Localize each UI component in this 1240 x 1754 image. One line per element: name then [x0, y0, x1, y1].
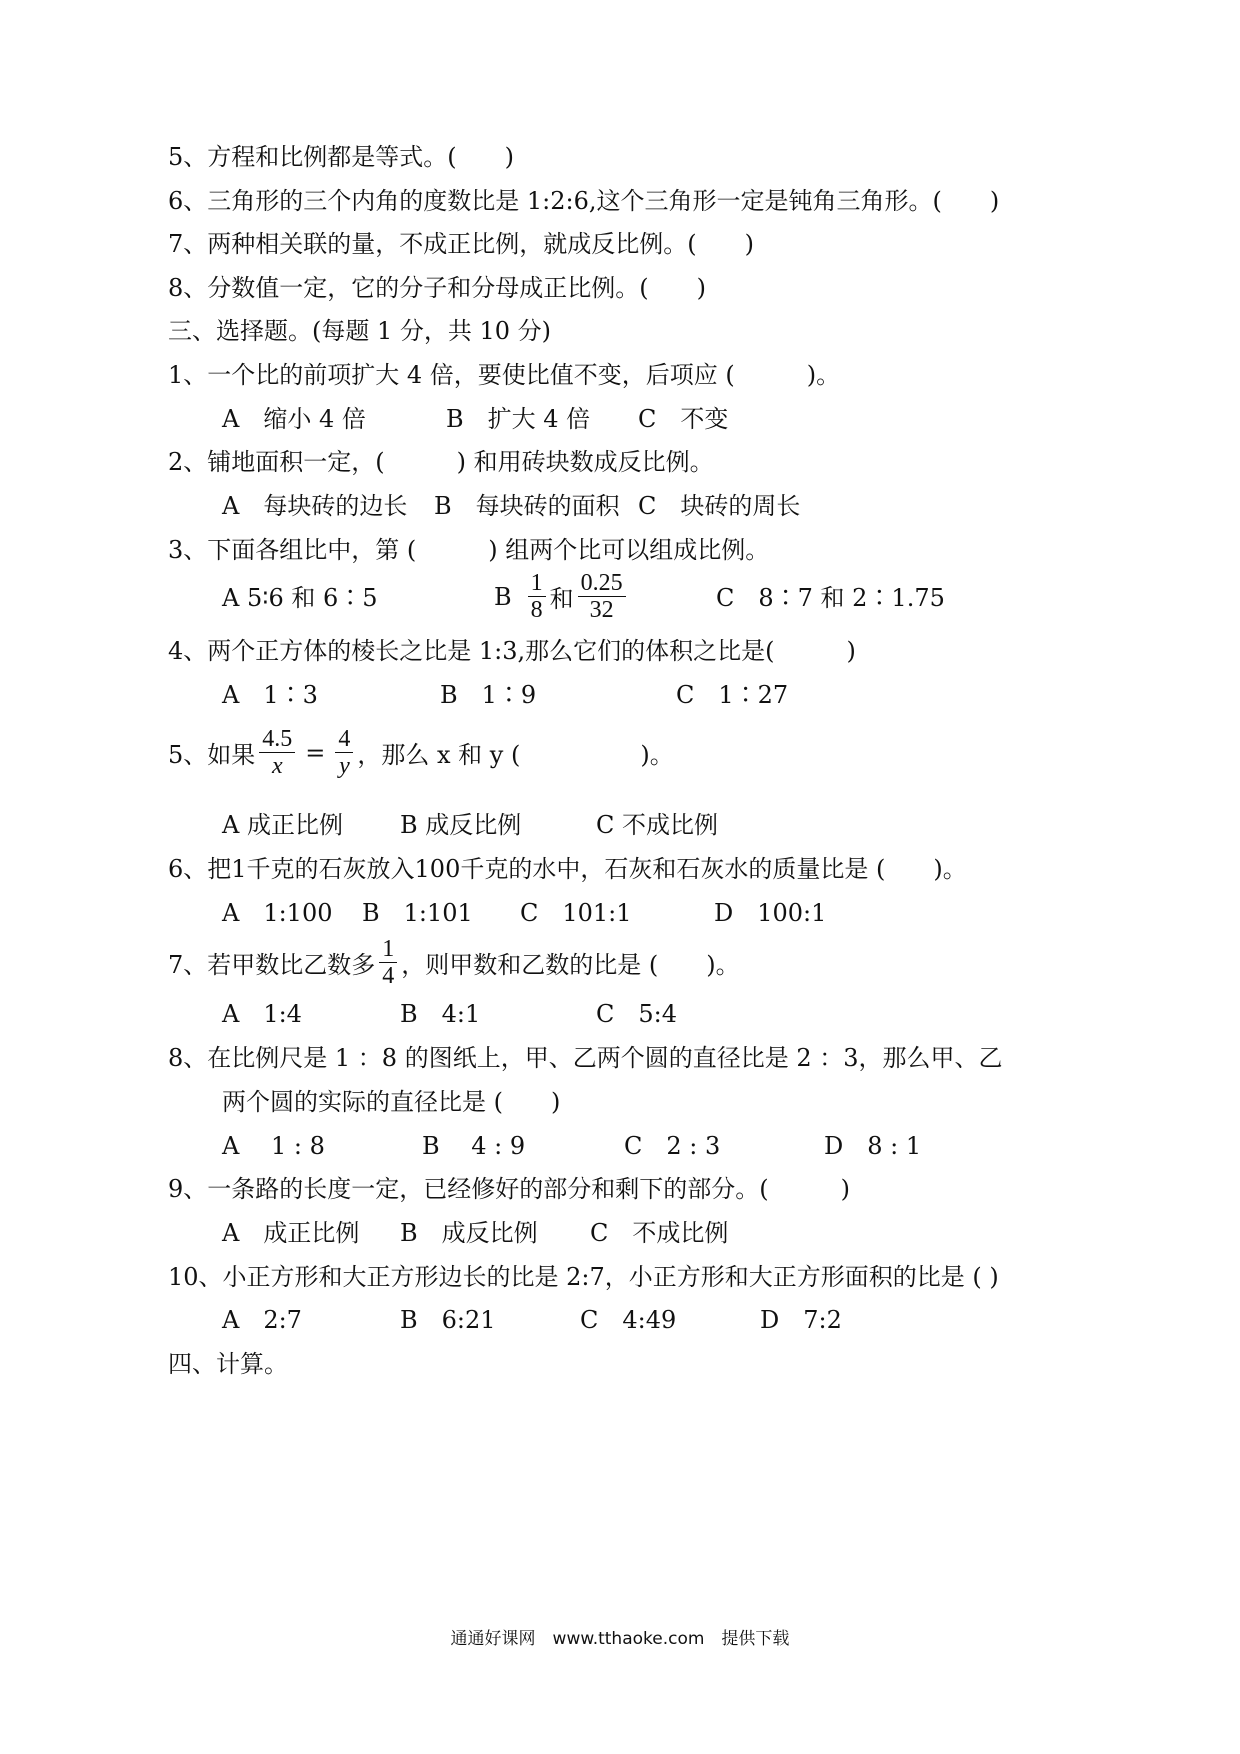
choice-q10-option-a: A 2:7	[222, 1306, 302, 1334]
choice-q7-option-c: C 5:4	[596, 1000, 677, 1028]
fraction-4-over-y	[335, 726, 353, 779]
choice-q10-option-c: C 4:49	[580, 1306, 677, 1334]
choice-q3-option-c: C 8∶7 和 2∶1.75	[716, 584, 945, 612]
fraction-one-eighth	[528, 570, 546, 623]
choice-q9: 9、一条路的长度一定，已经修好的部分和剩下的部分。( )	[168, 1175, 850, 1203]
choice-q10-option-d: D 7:2	[760, 1306, 842, 1334]
choice-q1: 1、一个比的前项扩大 4 倍，要使比值不变，后项应 ( )。	[168, 361, 841, 389]
choice-q7	[168, 936, 740, 989]
choice-q5-option-b: B 成反比例	[400, 811, 522, 839]
fraction-denominator: y	[339, 753, 350, 779]
choice-q3-option-a: A 5∶6 和 6∶5	[222, 584, 378, 612]
judge-q5: 5、方程和比例都是等式。( )	[168, 143, 514, 171]
q5-prefix: 5、如果	[168, 741, 256, 769]
section-3-title: 三、选择题。(每题 1 分，共 10 分)	[168, 317, 552, 345]
section-4-title: 四、计算。	[168, 1350, 288, 1378]
choice-q8-line2: 两个圆的实际的直径比是 ( )	[222, 1088, 561, 1116]
choice-q4-option-a: A 1∶3	[222, 681, 318, 709]
fraction-one-quarter	[379, 936, 397, 989]
choice-q9-option-a: A 成正比例	[222, 1219, 360, 1247]
choice-q4-option-c: C 1∶27	[676, 681, 789, 709]
choice-q2: 2、铺地面积一定，( ) 和用砖块数成反比例。	[168, 448, 714, 476]
choice-q2-option-c: C 块砖的周长	[638, 492, 801, 520]
choice-q3-option-b	[494, 570, 630, 623]
choice-q1-option-a: A 缩小 4 倍	[222, 405, 366, 433]
choice-q5-option-c: C 不成比例	[596, 811, 718, 839]
fraction-025-over-32	[578, 570, 626, 623]
option-b-letter: B	[494, 582, 512, 611]
fraction-45-over-x	[259, 726, 295, 779]
fraction-denominator: 32	[589, 597, 614, 623]
choice-q3: 3、下面各组比中，第 ( ) 组两个比可以组成比例。	[168, 536, 770, 564]
choice-q6-option-d: D 100:1	[714, 899, 827, 927]
equals-sign: =	[305, 738, 326, 767]
fraction-numerator: 1	[528, 570, 546, 597]
choice-q4: 4、两个正方体的棱长之比是 1:3,那么它们的体积之比是( )	[168, 637, 856, 665]
choice-q8-option-c: C 2 : 3	[624, 1132, 721, 1160]
fraction-numerator: 4	[335, 726, 353, 753]
q5-suffix: ，那么 x 和 y ( )。	[357, 741, 674, 769]
choice-q8-option-a: A 1 : 8	[222, 1132, 325, 1160]
choice-q5	[168, 726, 674, 779]
judge-q8: 8、分数值一定，它的分子和分母成正比例。( )	[168, 274, 706, 302]
judge-q6: 6、三角形的三个内角的度数比是 1:2:6,这个三角形一定是钝角三角形。( )	[168, 187, 1000, 215]
choice-q6-option-a: A 1:100	[222, 899, 333, 927]
choice-q8-option-b: B 4 : 9	[422, 1132, 526, 1160]
choice-q10: 10、小正方形和大正方形边长的比是 2:7，小正方形和大正方形面积的比是 ( )	[168, 1263, 999, 1291]
and-text: 和	[549, 585, 574, 613]
fraction-denominator: 8	[530, 597, 543, 623]
fraction-numerator: 0.25	[578, 570, 626, 597]
choice-q10-option-b: B 6:21	[400, 1306, 496, 1334]
choice-q2-option-a: A 每块砖的边长	[222, 492, 408, 520]
choice-q6-option-c: C 101:1	[520, 899, 632, 927]
page-footer: 通通好课网 www.tthaoke.com 提供下载	[450, 1629, 790, 1649]
judge-q7: 7、两种相关联的量，不成正比例，就成反比例。( )	[168, 230, 754, 258]
choice-q6-option-b: B 1:101	[362, 899, 473, 927]
fraction-numerator: 1	[379, 936, 397, 963]
choice-q9-option-b: B 成反比例	[400, 1219, 538, 1247]
choice-q4-option-b: B 1∶9	[440, 681, 537, 709]
fraction-denominator: x	[271, 753, 283, 779]
fraction-numerator: 4.5	[259, 726, 295, 753]
q7-prefix: 7、若甲数比乙数多	[168, 951, 376, 979]
choice-q1-option-b: B 扩大 4 倍	[446, 405, 591, 433]
choice-q5-option-a: A 成正比例	[222, 811, 343, 839]
fraction-denominator: 4	[382, 963, 395, 989]
choice-q8-option-d: D 8 : 1	[824, 1132, 922, 1160]
choice-q7-option-a: A 1:4	[222, 1000, 302, 1028]
choice-q6: 6、把1千克的石灰放入100千克的水中，石灰和石灰水的质量比是 ( )。	[168, 855, 967, 883]
choice-q9-option-c: C 不成比例	[590, 1219, 729, 1247]
q7-suffix: ，则甲数和乙数的比是 ( )。	[401, 951, 740, 979]
choice-q8: 8、在比例尺是 1 ：8 的图纸上，甲、乙两个圆的直径比是 2 ：3，那么甲、乙	[168, 1044, 1003, 1072]
choice-q1-option-c: C 不变	[638, 405, 729, 433]
choice-q2-option-b: B 每块砖的面积	[434, 492, 620, 520]
choice-q7-option-b: B 4:1	[400, 1000, 481, 1028]
